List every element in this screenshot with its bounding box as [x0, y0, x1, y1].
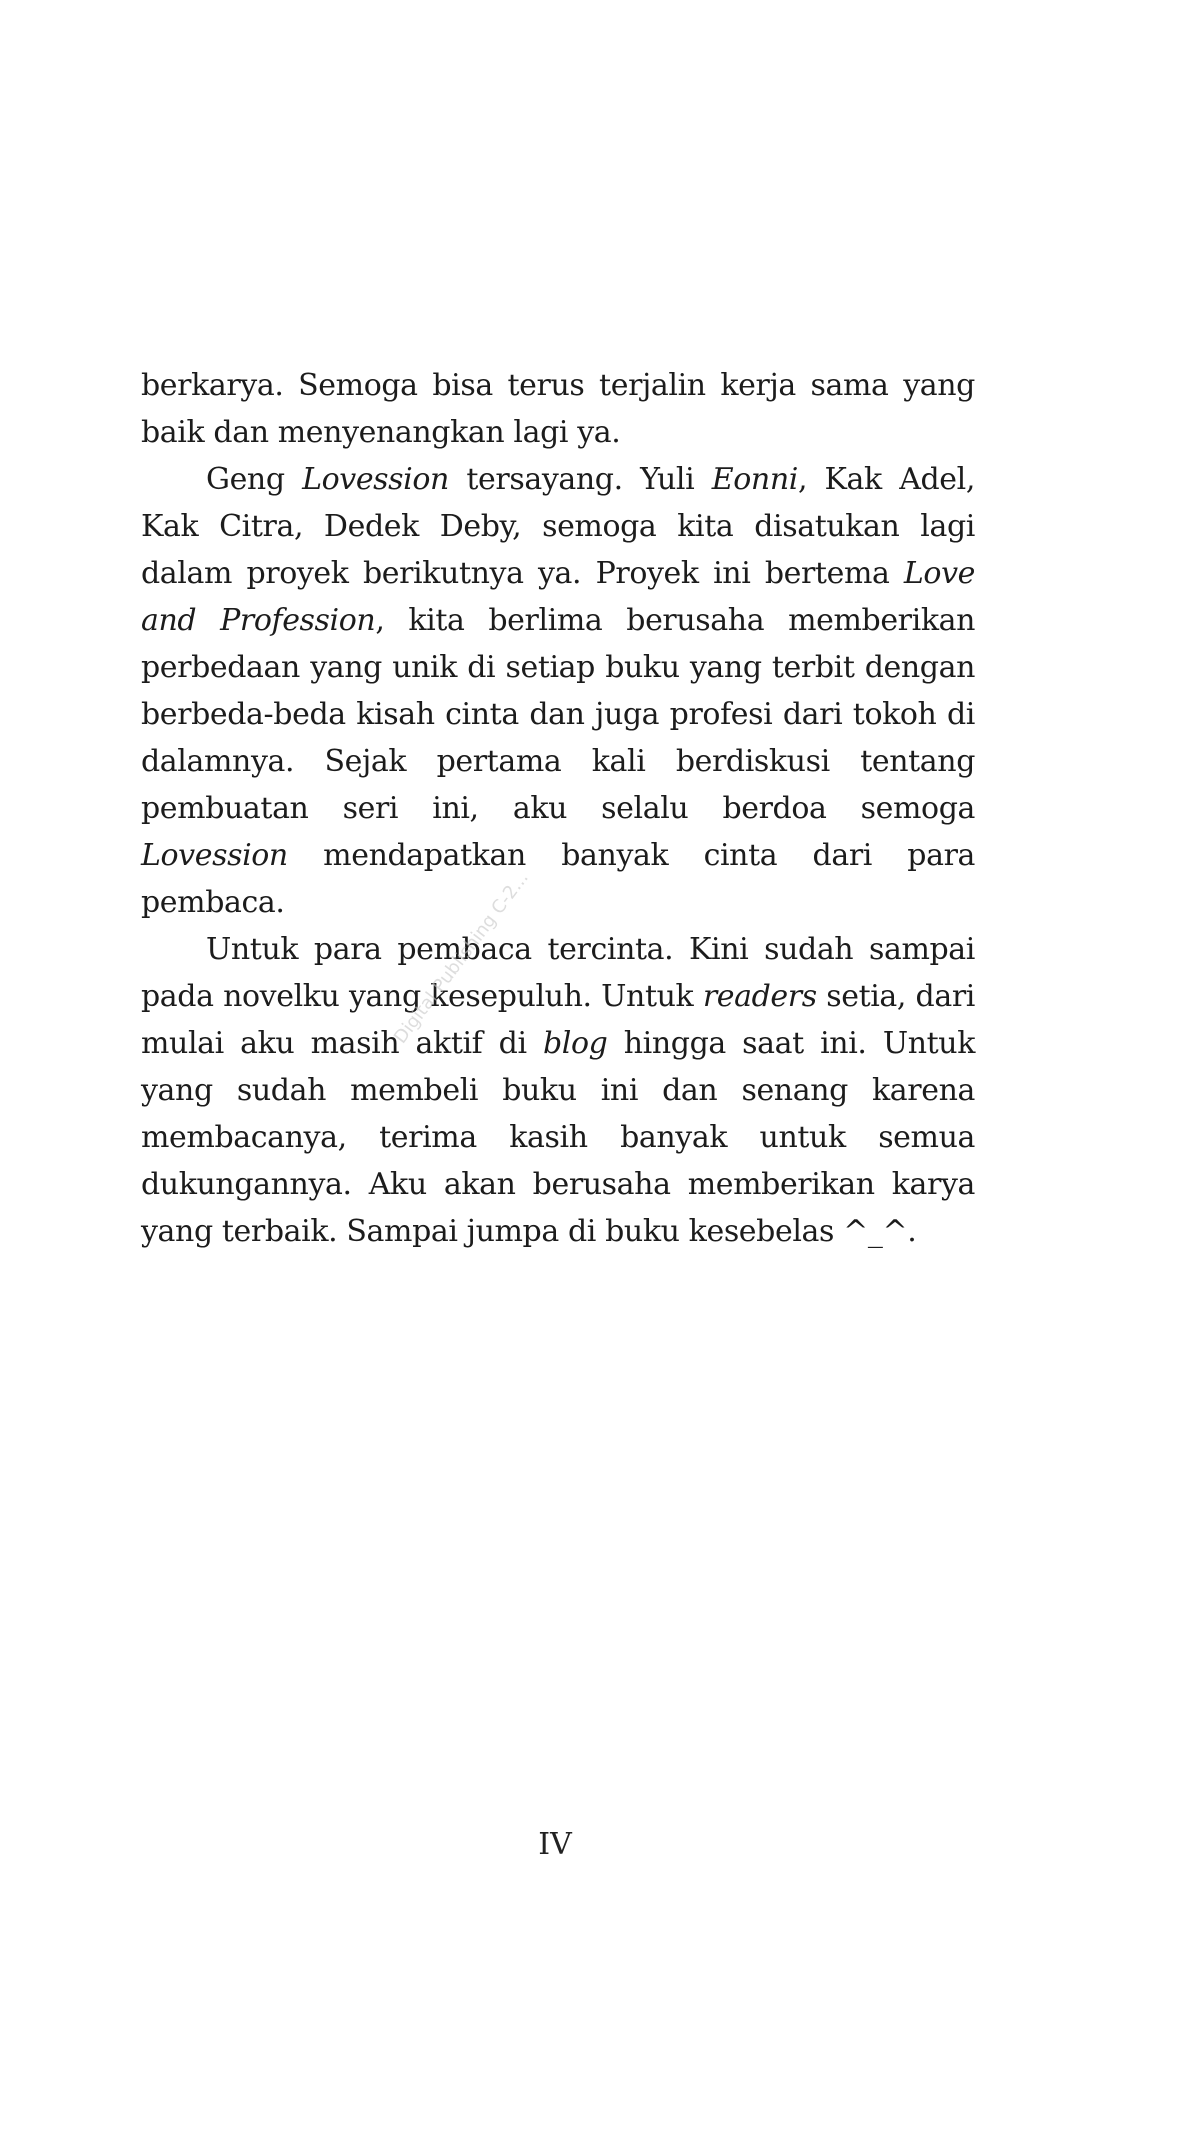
text-span: tersayang. Yuli — [448, 462, 712, 497]
italic-text: blog — [542, 1026, 608, 1061]
text-span: berkarya. Semoga bisa terus terjalin kerja sama yang baik dan menyenangkan lagi ya. — [141, 368, 975, 450]
text-span: Untuk para pembaca tercinta. Kini sudah sampai pada novelku yang kesepuluh. Untuk — [141, 932, 975, 1014]
text-span: hingga saat ini. Untuk yang sudah membeli buku ini dan senang karena membacanya, terima kasih banyak untuk semua dukungannya. Aku akan berusaha memberikan karya yang terbaik. Sampai jumpa di buku kesebelas ^_^. — [141, 1026, 975, 1249]
italic-text: Love and Profession — [141, 556, 975, 638]
body-text — [141, 362, 975, 1255]
text-span: mendapatkan banyak cinta dari para pembaca. — [141, 838, 975, 920]
watermark: Digital Publishing C-2... — [390, 867, 533, 1048]
paragraph — [141, 926, 975, 1255]
text-span: setia, dari mulai aku masih aktif di — [141, 979, 975, 1061]
text-span: , kita berlima berusaha memberikan perbedaan yang unik di setiap buku yang terbit dengan berbeda-beda kisah cinta dan juga profesi dari tokoh di dalamnya. Sejak pertama kali berdiskusi tentang pembuatan seri ini, aku selalu berdoa semoga — [141, 603, 976, 826]
text-span: , Kak Adel, Kak Citra, Dedek Deby, semoga kita disatukan lagi dalam proyek berikutnya ya. Proyek ini bertema — [141, 462, 975, 591]
text-span: Geng — [206, 462, 303, 497]
page-number: IV — [538, 1827, 572, 1862]
italic-text: Lovession — [302, 462, 449, 497]
paragraph — [141, 456, 975, 926]
italic-text: Lovession — [141, 838, 288, 873]
paragraph — [141, 362, 975, 456]
italic-text: Eonni — [711, 462, 798, 497]
italic-text: readers — [702, 979, 817, 1014]
